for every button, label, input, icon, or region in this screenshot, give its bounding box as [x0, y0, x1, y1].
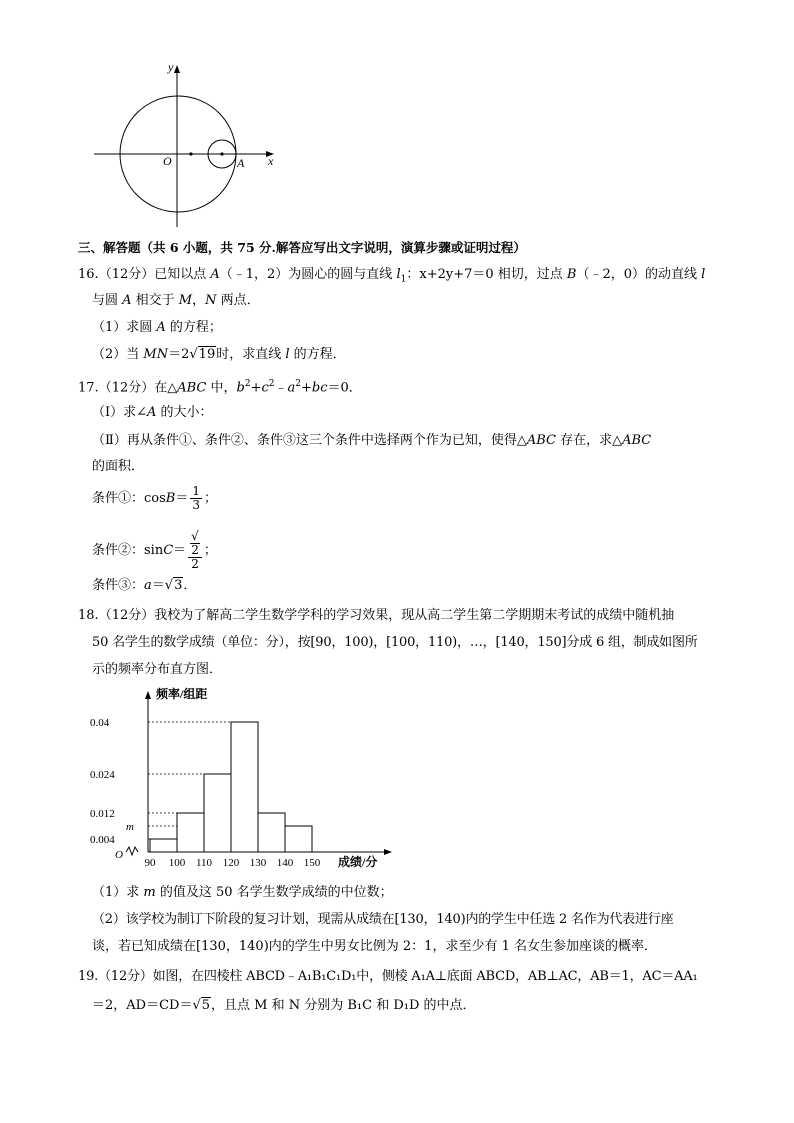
q17-var: a [287, 380, 296, 396]
q16-text: ， [192, 293, 206, 308]
x-label: x [268, 154, 274, 168]
q17-part-2-cont: 的面积． [92, 459, 145, 474]
q16-text: 与圆 [92, 293, 123, 308]
q16-var: A [122, 293, 132, 308]
q17-text: ﹣ [274, 380, 288, 396]
circle-figure [80, 55, 290, 235]
y-tick-label: 0.012 [90, 808, 115, 820]
frac-denominator: 3 [192, 498, 201, 512]
origin-label: O [163, 154, 172, 168]
y-axis-label: 频率/组距 [156, 687, 208, 701]
q17-cond-label: 条件②： [92, 543, 145, 558]
point-a-label: A [237, 156, 245, 170]
q18-text: 的值及这 50 名学生数学成绩的中位数； [155, 885, 393, 900]
section-heading: 三、解答题（共 6 小题，共 75 分.解答应写出文字说明，演算步骤或证明过程） [78, 240, 526, 255]
histogram-bar [258, 813, 285, 852]
x-tick-label: 90 [144, 857, 156, 869]
q16-var: MN [143, 347, 169, 362]
q17-sup: 2 [268, 379, 275, 389]
q17-text: 在△ [154, 380, 178, 396]
sqrt-radicand: 3 [174, 578, 183, 593]
histogram-bar [204, 774, 231, 852]
center-dot-origin [189, 152, 192, 155]
q16-var: l [396, 267, 401, 282]
q16-text: 的方程． [289, 347, 346, 362]
q16-text: （﹣2，0）的动直线 [576, 267, 702, 282]
q19-number: 19. [78, 969, 99, 984]
q16-part-1 [92, 318, 222, 338]
q16-line-1 [78, 265, 705, 290]
q17-var: ABC [622, 433, 652, 448]
q17-text: ； [203, 543, 217, 558]
q16-line-2 [92, 291, 260, 311]
q17-text: ＝ [175, 491, 189, 506]
histogram-bar [285, 826, 312, 852]
q18-text: 我校为了解高二学生数学学科的学习效果，现从高二学生第二学期期末考试的成绩中随机抽 [154, 608, 675, 623]
q17-var: b [236, 380, 245, 396]
q17-cond-label: 条件③： [92, 578, 145, 593]
q19-line-1 [78, 967, 698, 987]
q19-line-2 [92, 996, 476, 1016]
q18-line-2: 50 名学生的数学成绩（单位：分），按[90，100)，[100，110)，…，[140，150]分成 6 组，制成如图所 [92, 635, 698, 650]
q18-number: 18. [78, 608, 99, 623]
sqrt-radicand: 2 [191, 543, 199, 557]
q17-var: a [144, 578, 152, 593]
q16-text: ：x+2y+7＝0 相切，过点 [406, 267, 567, 282]
q18-part-1 [92, 883, 393, 903]
q17-text: ． [183, 578, 197, 593]
q16-score: （12分） [98, 267, 155, 282]
q17-text: 的大小： [156, 405, 213, 420]
q18-score: （12分） [98, 608, 155, 623]
q17-line-1 [78, 374, 362, 398]
q16-text: ＝2 [168, 347, 190, 362]
frac-numerator [188, 530, 202, 558]
sqrt-symbol: √ [164, 578, 174, 593]
q17-text: 中， [206, 380, 237, 396]
q17-condition-3 [92, 576, 196, 596]
center-dot-small [220, 152, 223, 155]
q17-part-2 [92, 431, 651, 451]
q18-var: m [143, 885, 156, 900]
frac-denominator: 2 [191, 557, 199, 571]
q17-text: ＝0． [327, 380, 362, 396]
q17-condition-2 [92, 530, 217, 571]
sqrt-symbol: √ [191, 529, 199, 543]
y-axis-arrow [145, 691, 151, 699]
q17-cond-label: 条件①： [92, 491, 145, 506]
q18-line-3: 示的频率分布直方图． [92, 662, 223, 677]
q17-sup: 2 [295, 379, 302, 389]
q16-var: M [178, 293, 193, 308]
q16-part-2 [92, 345, 346, 365]
q19-score: （12分） [98, 969, 153, 984]
x-tick-label: 130 [249, 857, 267, 869]
y-tick-label: 0.04 [90, 717, 110, 729]
q19-text: ＝2，AD＝CD＝ [92, 998, 193, 1013]
q17-text: + [250, 380, 262, 396]
q17-part-1 [92, 403, 213, 423]
q18-text: （1）求 [92, 885, 144, 900]
q17-var: A [147, 405, 157, 420]
y-label: y [168, 60, 174, 74]
fraction-sqrt2-over-2 [188, 530, 202, 571]
sqrt-radicand: 19 [198, 347, 216, 362]
q16-text: （1）求圆 [92, 320, 157, 335]
y-tick-label: 0.024 [90, 769, 115, 781]
fraction-one-third [190, 485, 202, 512]
x-axis-arrow [384, 849, 392, 855]
q17-condition-1 [92, 484, 217, 514]
q16-var: A [156, 320, 166, 335]
q19-text: ，且点 M 和 N 分别为 B₁C 和 D₁D 的中点． [211, 998, 476, 1013]
q18-part-2-line-2: 谈，若已知成绩在[130，140)内的学生中男女比例为 2：1，求至少有 1 名女生参加座谈的概率． [92, 939, 657, 954]
q17-text: （Ⅰ）求∠ [92, 405, 148, 420]
histogram-chart [88, 684, 408, 874]
q17-var: ABC [526, 433, 556, 448]
q16-text: 的方程； [165, 320, 222, 335]
sqrt-symbol: √ [189, 347, 198, 362]
q16-var: A [210, 267, 220, 282]
q19-text: 如图，在四棱柱 ABCD﹣A₁B₁C₁D₁中，侧棱 A₁A⊥底面 ABCD，AB⊥AC，AB＝1，AC＝AA₁ [152, 969, 698, 984]
q16-var: l [285, 347, 290, 362]
axis-break [126, 847, 138, 855]
histogram-bar [231, 722, 258, 852]
q16-var: l [701, 267, 706, 282]
q17-var: bc [311, 380, 328, 396]
x-axis-label: 成绩/分 [338, 855, 378, 869]
q16-text: 已知以点 [154, 267, 211, 282]
q16-number: 16. [78, 267, 99, 282]
x-tick-label: 140 [276, 857, 294, 869]
q17-number: 17. [78, 380, 99, 396]
q16-text: 时，求直线 [216, 347, 286, 362]
x-tick-label: 150 [303, 857, 321, 869]
histogram-bar [177, 813, 204, 852]
q17-text: cos [144, 491, 166, 506]
q17-text: ＝ [151, 578, 165, 593]
y-tick-label: 0.004 [90, 834, 115, 846]
q17-text: sin [144, 543, 164, 558]
q17-sup: 2 [244, 379, 251, 389]
q17-var: c [261, 380, 269, 396]
y-tick-label: m [126, 821, 134, 833]
frac-numerator: 1 [192, 484, 201, 498]
q18-line-1 [78, 606, 674, 626]
q17-text: （Ⅱ）再从条件①、条件②、条件③这三个条件中选择两个作为已知，使得△ [92, 433, 527, 448]
q17-text: ＝ [173, 543, 187, 558]
q16-sub: 1 [400, 274, 407, 285]
x-tick-label: 100 [168, 857, 186, 869]
q18-part-2-line-1: （2）该学校为制订下阶段的复习计划，现需从成绩在[130，140)内的学生中任选 2 名作为代表进行座 [92, 912, 674, 927]
origin-label: O [115, 849, 123, 861]
q16-text: （﹣1，2）为圆心的圆与直线 [219, 267, 397, 282]
q16-var: B [566, 267, 577, 282]
x-tick-label: 120 [222, 857, 240, 869]
q16-text: 相交于 [131, 293, 179, 308]
q17-text: + [301, 380, 312, 396]
sqrt-radicand: 5 [201, 998, 211, 1013]
q17-var: ABC [177, 380, 207, 396]
q16-var: N [205, 293, 217, 308]
q17-var: B [165, 491, 176, 506]
q17-text: ； [204, 491, 218, 506]
q17-var: C [163, 543, 174, 558]
y-axis-arrow [174, 65, 180, 73]
q17-score: （12分） [98, 380, 155, 396]
q17-text: 存在，求△ [555, 433, 623, 448]
sqrt-symbol: √ [192, 998, 201, 1013]
x-tick-label: 110 [195, 857, 213, 869]
histogram-bar [150, 839, 177, 852]
q16-text: （2）当 [92, 347, 144, 362]
q16-text: 两点． [216, 293, 260, 308]
